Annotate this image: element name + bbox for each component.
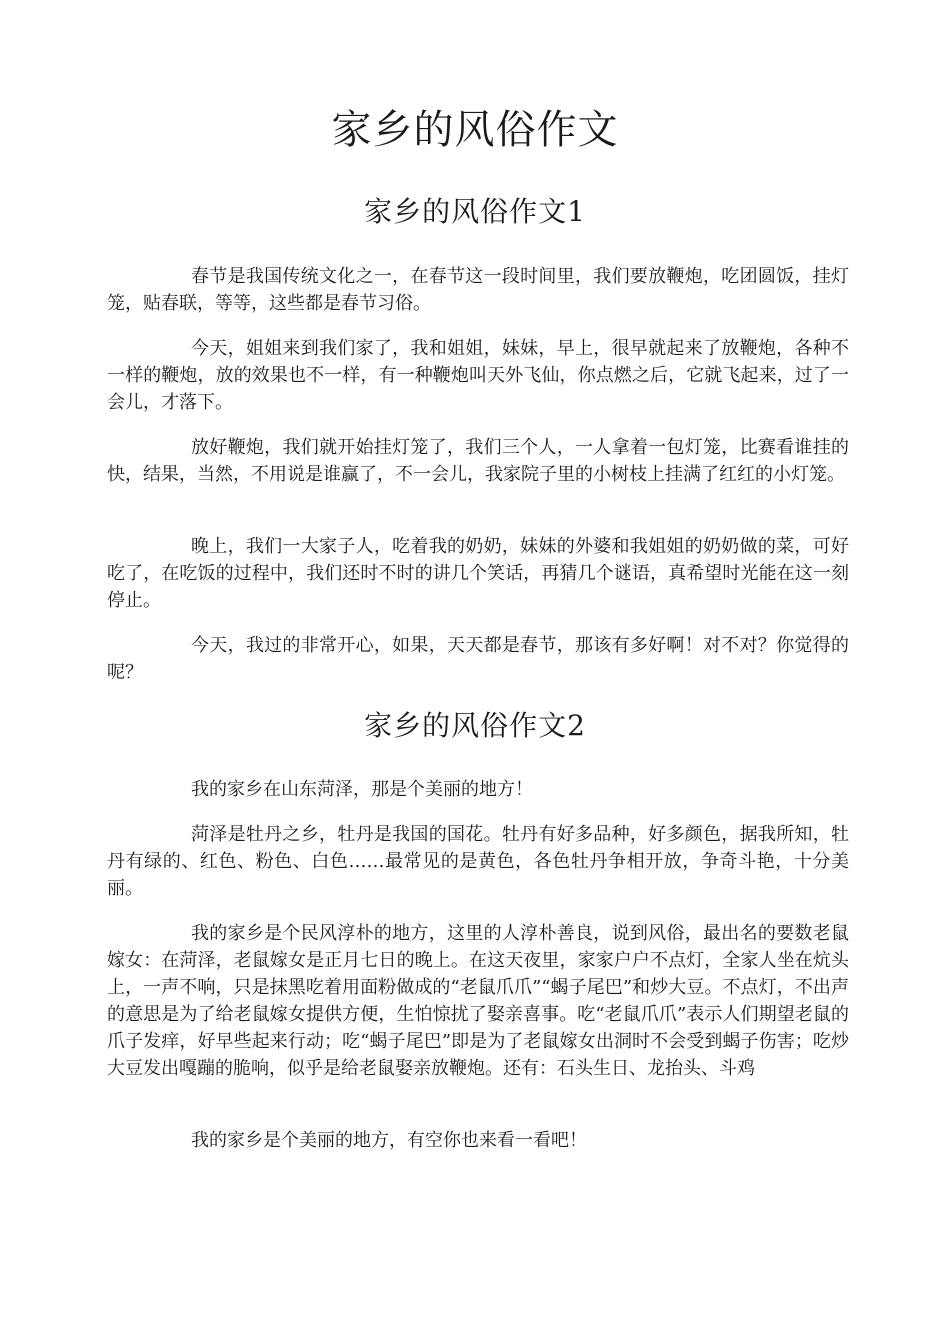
section-1-paragraph-4: 晚上，我们一大家子人，吃着我的奶奶，妹妹的外婆和我姐姐的奶奶做的菜，可好吃了，在吃饭的过程中，我们还时不时的讲几个笑话，再猜几个谜语，真希望时光能在这一刻停止。 (107, 536, 849, 611)
section-2-heading: 家乡的风俗作文2 (364, 709, 586, 742)
section-2-paragraph-4: 我的家乡是个美丽的地方，有空你也来看一看吧！ (191, 1130, 587, 1151)
section-1-paragraph-2: 今天，姐姐来到我们家了，我和姐姐，妹妹，早上，很早就起来了放鞭炮，各种不一样的鞭炮，放的效果也不一样，有一种鞭炮叫天外飞仙，你点燃之后，它就飞起来，过了一会儿，才落下。 (107, 338, 849, 413)
section-1-paragraph-1: 春节是我国传统文化之一，在春节这一段时间里，我们要放鞭炮，吃团圆饭，挂灯笼，贴春联，等等，这些都是春节习俗。 (107, 266, 849, 314)
section-2-paragraph-3: 我的家乡是个民风淳朴的地方，这里的人淳朴善良，说到风俗，最出名的要数老鼠嫁女：在菏泽，老鼠嫁女是正月七日的晚上。在这天夜里，家家户户不点灯，全家人坐在炕头上，一声不响，只是抹黑吃着用面粉做成的“老鼠爪爪”“蝎子尾巴”和炒大豆。不点灯，不出声的意思是为了给老鼠嫁女提供方便，生怕惊扰了娶亲喜事。吃“老鼠爪爪”表示人们期望老鼠的爪子发痒，好早些起来行动；吃“蝎子尾巴”即是为了老鼠嫁女出洞时不会受到蝎子伤害；吃炒大豆发出嘎蹦的脆响，似乎是给老鼠娶亲放鞭炮。还有：石头生日、龙抬头、斗鸡 (107, 923, 849, 1079)
section-2-paragraph-2: 菏泽是牡丹之乡，牡丹是我国的国花。牡丹有好多品种，好多颜色，据我所知，牡丹有绿的、红色、粉色、白色……最常见的是黄色，各色牡丹争相开放，争奇斗艳，十分美丽。 (107, 824, 849, 899)
document-title: 家乡的风俗作文 (331, 107, 619, 153)
section-1-paragraph-3: 放好鞭炮，我们就开始挂灯笼了，我们三个人，一人拿着一包灯笼，比赛看谁挂的快，结果，当然，不用说是谁赢了，不一会儿，我家院子里的小树枝上挂满了红红的小灯笼。 (107, 437, 849, 485)
section-1-paragraph-5: 今天，我过的非常开心，如果，天天都是春节，那该有多好啊！对不对？你觉得的呢？ (107, 635, 849, 683)
section-2-paragraph-1: 我的家乡在山东菏泽，那是个美丽的地方！ (191, 779, 533, 800)
section-1-heading: 家乡的风俗作文1 (364, 195, 586, 228)
